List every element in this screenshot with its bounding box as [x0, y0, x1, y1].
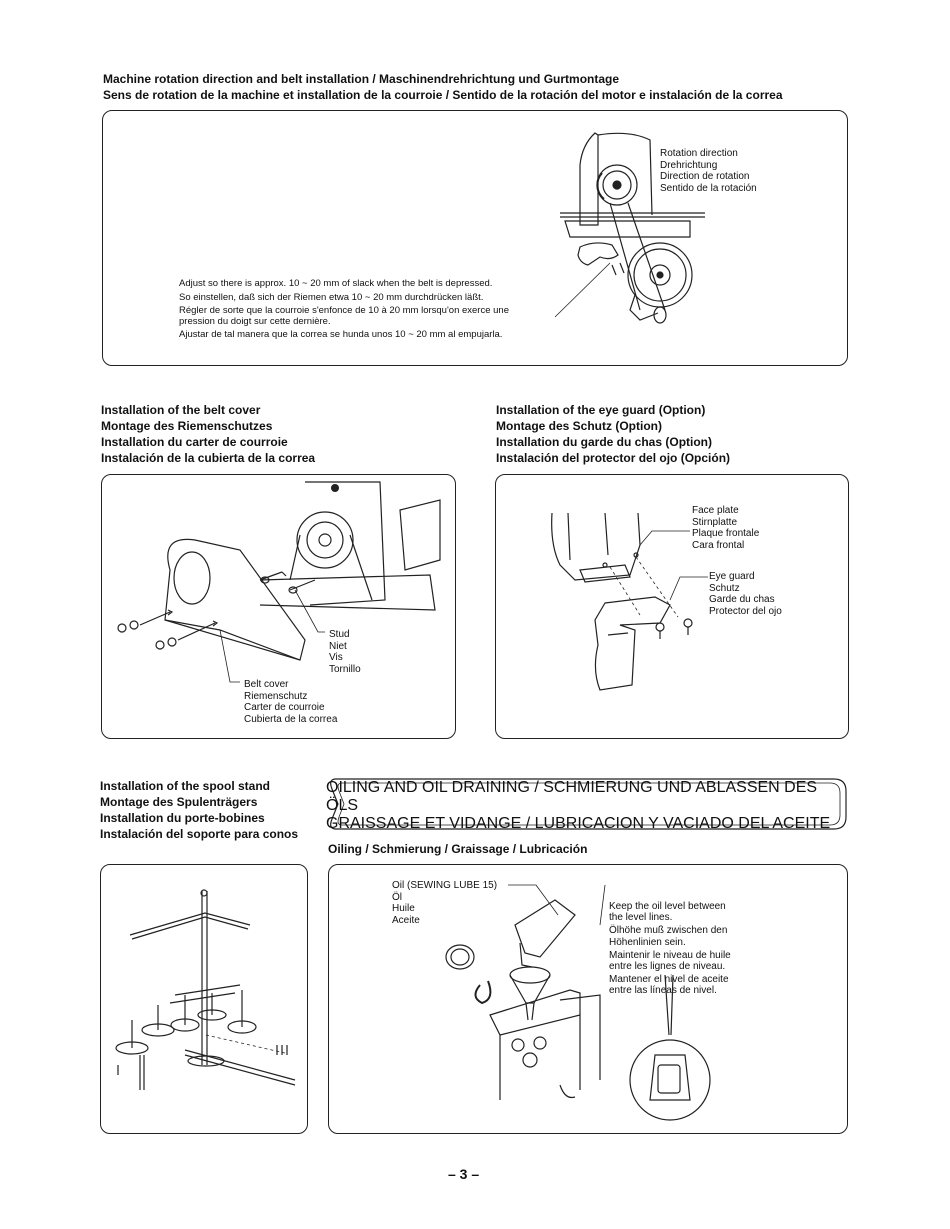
- eye-guard-title-de: Montage des Schutz (Option): [496, 419, 662, 433]
- slack-note-de: So einstellen, daß sich der Riemen etwa 10 ~ 20 mm durchdrücken läßt.: [179, 291, 484, 303]
- oil-level-note-de-1: Ölhöhe muß zwischen den: [609, 925, 728, 937]
- oil-label-de: Öl: [392, 891, 402, 903]
- oil-label-es: Aceite: [392, 914, 420, 926]
- oil-level-note-fr-2: entre les lignes de niveau.: [609, 961, 726, 973]
- spool-stand-title-es: Instalación del soporte para conos: [100, 827, 299, 841]
- oil-level-note-en-1: Keep the oil level between: [609, 901, 726, 912]
- face-plate-label-fr: Plaque frontale: [692, 528, 760, 539]
- eye-guard-labels: [709, 571, 782, 617]
- slack-note-fr-2: pression du doigt sur cette dernière.: [179, 315, 331, 327]
- belt-slack-note: [179, 277, 509, 342]
- spool-stand-illustration: [110, 885, 300, 1095]
- slack-note-en: Adjust so there is approx. 10 ~ 20 mm of slack when the belt is depressed.: [179, 278, 493, 289]
- eye-guard-title-es: Instalación del protector del ojo (Opción): [496, 451, 731, 465]
- machine-motor-illustration: [540, 125, 720, 335]
- stud-label-en: Stud: [329, 629, 350, 640]
- oil-label-en: Oil (SEWING LUBE 15): [392, 880, 498, 891]
- stud-labels: [329, 629, 361, 675]
- rotation-label-en: Rotation direction: [660, 148, 738, 159]
- eye-guard-title-en: Installation of the eye guard (Option): [496, 403, 706, 417]
- belt-cover-title-es: Instalación de la cubierta de la correa: [101, 451, 316, 465]
- eye-guard-titles: [496, 402, 730, 466]
- slack-note-fr-1: Régler de sorte que la courroie s'enfonce de 10 à 20 mm lorsqu'on exerce une: [179, 305, 509, 317]
- oil-level-note-es-2: entre las líneas de nivel.: [609, 985, 717, 997]
- spool-stand-titles: [100, 778, 298, 842]
- eye-guard-label-es: Protector del ojo: [709, 605, 782, 617]
- belt-cover-labels: [244, 679, 337, 725]
- oiling-subtitle: Oiling / Schmierung / Graissage / Lubricación: [328, 842, 588, 856]
- spool-stand-title-en: Installation of the spool stand: [100, 779, 271, 793]
- oil-level-note-de-2: Höhenlinien sein.: [609, 936, 686, 948]
- belt-cover-title-en: Installation of the belt cover: [101, 403, 261, 417]
- belt-cover-title-de: Montage des Riemenschutzes: [101, 419, 273, 433]
- face-plate-label-es: Cara frontal: [692, 539, 745, 551]
- oiling-illustration: [440, 885, 740, 1115]
- belt-cover-label-fr: Carter de courroie: [244, 702, 325, 713]
- face-plate-label-en: Face plate: [692, 505, 739, 516]
- oiling-banner-line2: GRAISSAGE ET VIDANGE / LUBRICACION Y VACIADO DEL ACEITE: [326, 815, 831, 832]
- oil-level-note-en-2: the level lines.: [609, 912, 673, 924]
- belt-cover-titles: [101, 402, 315, 466]
- section1-title-line2: Sens de rotation de la machine et installation de la courroie / Sentido de la rotación del motor e instalación de la correa: [103, 88, 783, 102]
- belt-cover-label-de: Riemenschutz: [244, 690, 308, 702]
- belt-cover-title-fr: Installation du carter de courroie: [101, 435, 288, 449]
- belt-cover-label-es: Cubierta de la correa: [244, 713, 338, 725]
- eye-guard-label-en: Eye guard: [709, 571, 755, 582]
- spool-stand-title-de: Montage des Spulenträgers: [100, 795, 258, 809]
- belt-cover-illustration: [110, 480, 450, 690]
- stud-label-fr: Vis: [329, 652, 343, 663]
- face-plate-label-de: Stirnplatte: [692, 516, 738, 528]
- eye-guard-label-de: Schutz: [709, 582, 740, 594]
- page-number: – 3 –: [448, 1166, 480, 1182]
- belt-cover-label-en: Belt cover: [244, 679, 289, 690]
- oil-label-fr: Huile: [392, 903, 415, 914]
- oil-level-note-fr-1: Maintenir le niveau de huile: [609, 949, 731, 961]
- stud-label-es: Tornillo: [329, 663, 361, 675]
- stud-label-de: Niet: [329, 640, 347, 652]
- eye-guard-illustration: [540, 505, 710, 695]
- spool-stand-title-fr: Installation du porte-bobines: [100, 811, 265, 825]
- section1-title-line1: Machine rotation direction and belt installation / Maschinendrehrichtung und Gurtmontage: [103, 72, 620, 86]
- rotation-label-de: Drehrichtung: [660, 159, 718, 171]
- rotation-label-es: Sentido de la rotación: [660, 182, 757, 194]
- oil-level-note-es-1: Mantener el nivel de aceite: [609, 974, 729, 986]
- eye-guard-title-fr: Installation du garde du chas (Option): [496, 435, 713, 449]
- slack-note-es: Ajustar de tal manera que la correa se hunda unos 10 ~ 20 mm al empujarla.: [179, 329, 503, 341]
- eye-guard-label-fr: Garde du chas: [709, 594, 775, 605]
- rotation-label-fr: Direction de rotation: [660, 171, 750, 182]
- face-plate-labels: [692, 505, 759, 551]
- oiling-banner: [326, 779, 846, 832]
- oiling-banner-line1: OILING AND OIL DRAINING / SCHMIERUNG UND ABLASSEN DES ÖLS: [326, 779, 818, 814]
